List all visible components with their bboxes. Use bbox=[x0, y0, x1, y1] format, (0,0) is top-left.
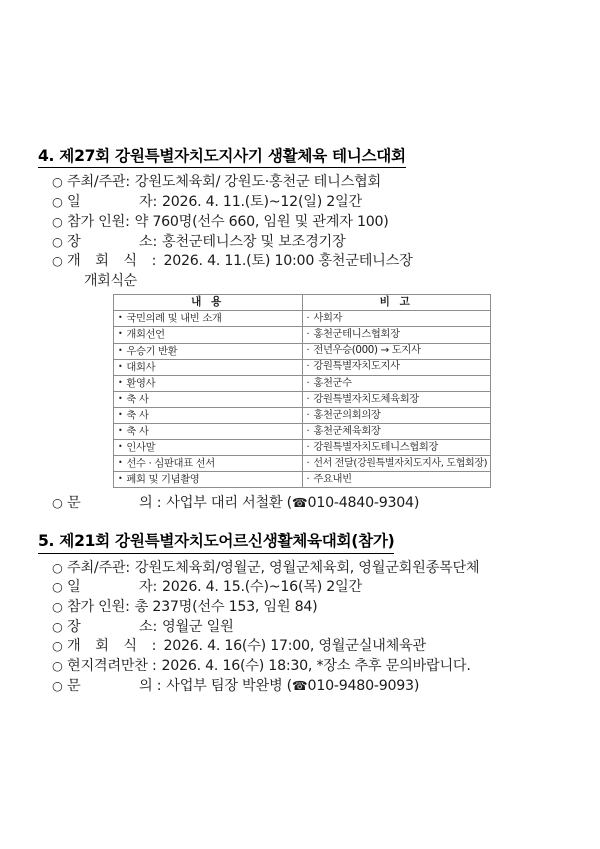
section-4-line-opening bbox=[38, 254, 566, 268]
circle-bullet-icon: ○ bbox=[52, 579, 63, 595]
circle-bullet-icon: ○ bbox=[52, 599, 63, 615]
section-4-contact-tail: ) bbox=[413, 495, 420, 512]
cell-note: · 홍천군체육회장 bbox=[302, 424, 491, 440]
circle-bullet-icon: ○ bbox=[52, 233, 63, 249]
section-5-line-date-value: 2026. 4. 15.(수)~16(목) 2일간 bbox=[162, 579, 362, 596]
section-5-line-opening bbox=[38, 639, 566, 653]
table-header-row bbox=[114, 295, 491, 311]
section-5-line-participants bbox=[38, 600, 566, 614]
cell-note: · 강원특별자치도테니스협회장 bbox=[302, 440, 491, 456]
section-4-line-opening-value: 2026. 4. 11.(토) 10:00 홍천군테니스장 bbox=[163, 253, 413, 270]
table-row bbox=[114, 440, 491, 456]
column-header-content: 내 용 bbox=[114, 295, 303, 311]
section-4-line-date bbox=[38, 195, 566, 209]
section-4-contact-label-suffix: 의 : bbox=[139, 495, 162, 512]
table-row bbox=[114, 472, 491, 488]
cell-content: • 선수 · 심판대표 선서 bbox=[114, 456, 303, 472]
section-5-contact-value: 사업부 팀장 박완병 ( bbox=[166, 677, 292, 694]
section-5-line-venue-label: 장 bbox=[67, 618, 107, 635]
section-5-line-dinner-value: 2026. 4. 16(수) 18:30, *장소 추후 문의바랍니다. bbox=[161, 658, 471, 675]
section-4-line-date-value: 2026. 4. 11.(토)~12(일) 2일간 bbox=[162, 194, 362, 211]
program-caption: 개회식순 bbox=[84, 273, 137, 289]
circle-bullet-icon: ○ bbox=[52, 194, 63, 210]
cell-content: • 축 사 bbox=[114, 391, 303, 407]
section-5-line-opening-value: 2026. 4. 16(수) 17:00, 영월군실내체육관 bbox=[163, 638, 426, 655]
circle-bullet-icon: ○ bbox=[52, 677, 63, 693]
section-5-line-host-label: 주최/주관: bbox=[67, 559, 130, 576]
table-row bbox=[114, 391, 491, 407]
section-5-line-host bbox=[38, 561, 566, 575]
section-4-line-venue bbox=[38, 235, 566, 249]
cell-content: • 환영사 bbox=[114, 375, 303, 391]
cell-content: • 축 사 bbox=[114, 424, 303, 440]
table-row bbox=[114, 343, 491, 359]
cell-content: • 대회사 bbox=[114, 359, 303, 375]
program-table-head bbox=[114, 295, 491, 311]
circle-bullet-icon: ○ bbox=[52, 559, 63, 575]
section-5-line-date-label: 일 bbox=[67, 579, 107, 596]
section-5-line-contact bbox=[38, 679, 566, 693]
section-5-contact-label: 문 bbox=[67, 677, 107, 694]
section-4-line-venue-label-suffix: 소: bbox=[139, 233, 157, 250]
section-5-line-participants-value: 총 237명(선수 153, 임원 84) bbox=[134, 599, 318, 616]
document-body bbox=[38, 146, 566, 699]
circle-bullet-icon: ○ bbox=[52, 213, 63, 229]
section-5-line-dinner-label: 현지격려만찬 : bbox=[67, 658, 157, 675]
cell-note: · 선서 전달(강원특별자치도지사, 도협회장) bbox=[302, 456, 491, 472]
column-header-note: 비 고 bbox=[302, 295, 491, 311]
cell-content: • 축 사 bbox=[114, 407, 303, 423]
cell-note: · 강원특별자치도체육회장 bbox=[302, 391, 491, 407]
cell-content: • 인사말 bbox=[114, 440, 303, 456]
circle-bullet-icon: ○ bbox=[52, 495, 63, 511]
circle-bullet-icon: ○ bbox=[52, 618, 63, 634]
table-row bbox=[114, 359, 491, 375]
cell-note: · 홍천군수 bbox=[302, 375, 491, 391]
table-row bbox=[114, 311, 491, 327]
section-4-heading: 4. 제27회 강원특별자치도지사기 생활체육 테니스대회 bbox=[38, 147, 406, 168]
circle-bullet-icon: ○ bbox=[52, 638, 63, 654]
section-5-heading: 5. 제21회 강원특별자치도어르신생활체육대회(참가) bbox=[38, 532, 394, 553]
section-5-line-venue-value: 영월군 일원 bbox=[162, 618, 234, 635]
section-4-line-participants bbox=[38, 215, 566, 229]
section-4-contact-label: 문 bbox=[67, 495, 107, 512]
table-row bbox=[114, 424, 491, 440]
circle-bullet-icon: ○ bbox=[52, 658, 63, 674]
section-4-line-participants-value: 약 760명(선수 660, 임원 및 관계자 100) bbox=[134, 213, 389, 230]
section-5-contact-label-suffix: 의 : bbox=[139, 677, 162, 694]
section-5-line-dinner bbox=[38, 659, 566, 673]
section-5-line-venue-label-suffix: 소: bbox=[139, 618, 157, 635]
cell-content: • 국민의례 및 내빈 소개 bbox=[114, 311, 303, 327]
section-5-line-host-value: 강원도체육회/영월군, 영월군체육회, 영월군회원종목단체 bbox=[134, 559, 480, 576]
section-4-heading-wrap bbox=[38, 146, 566, 168]
program-table bbox=[113, 294, 491, 488]
section-5-line-date-label-suffix: 자: bbox=[139, 579, 157, 596]
cell-note: · 사회자 bbox=[302, 311, 491, 327]
section-4-line-venue-label: 장 bbox=[67, 233, 107, 250]
section-4-contact-value: 사업부 대리 서철환 ( bbox=[166, 495, 292, 512]
section-4-line-date-label-suffix: 자: bbox=[139, 194, 157, 211]
section-4-line-opening-label: 개 회 식 : bbox=[67, 253, 162, 270]
cell-content: • 개회선언 bbox=[114, 327, 303, 343]
section-4-line-venue-value: 홍천군테니스장 및 보조경기장 bbox=[162, 233, 346, 250]
cell-note: · 강원특별자치도지사 bbox=[302, 359, 491, 375]
table-row bbox=[114, 456, 491, 472]
section-5-heading-wrap bbox=[38, 531, 566, 553]
section-5-line-venue bbox=[38, 620, 566, 634]
cell-note: · 홍천군의회의장 bbox=[302, 407, 491, 423]
cell-note: · 전년우승(000) → 도지사 bbox=[302, 343, 491, 359]
cell-note: · 주요내빈 bbox=[302, 472, 491, 488]
section-5-line-participants-label: 참가 인원: bbox=[67, 599, 130, 616]
circle-bullet-icon: ○ bbox=[52, 174, 63, 190]
section-4-line-host-label: 주최/주관: bbox=[67, 174, 130, 191]
table-row bbox=[114, 407, 491, 423]
section-4-contact-phone: 010-4840-9304 bbox=[307, 495, 414, 512]
program-table-wrap bbox=[113, 294, 566, 488]
section-5-contact-tail: ) bbox=[413, 677, 420, 694]
section-4-line-host bbox=[38, 175, 566, 189]
section-4-line-contact bbox=[38, 496, 566, 510]
section-4-line-participants-label: 참가 인원: bbox=[67, 213, 130, 230]
cell-content: • 폐회 및 기념촬영 bbox=[114, 472, 303, 488]
cell-note: · 홍천군테니스협회장 bbox=[302, 327, 491, 343]
section-5-contact-phone: 010-9480-9093 bbox=[307, 677, 414, 694]
telephone-icon: ☎ bbox=[291, 677, 308, 693]
table-row bbox=[114, 375, 491, 391]
circle-bullet-icon: ○ bbox=[52, 253, 63, 269]
cell-content: • 우승기 반환 bbox=[114, 343, 303, 359]
section-5-line-date bbox=[38, 580, 566, 594]
program-table-body bbox=[114, 311, 491, 488]
telephone-icon: ☎ bbox=[291, 495, 308, 511]
section-5-line-opening-label: 개 회 식 : bbox=[67, 638, 162, 655]
table-row bbox=[114, 327, 491, 343]
section-4-line-date-label: 일 bbox=[67, 194, 107, 211]
section-4-line-host-value: 강원도체육회/ 강원도·홍천군 테니스협회 bbox=[134, 174, 381, 191]
section-spacer bbox=[38, 516, 566, 531]
